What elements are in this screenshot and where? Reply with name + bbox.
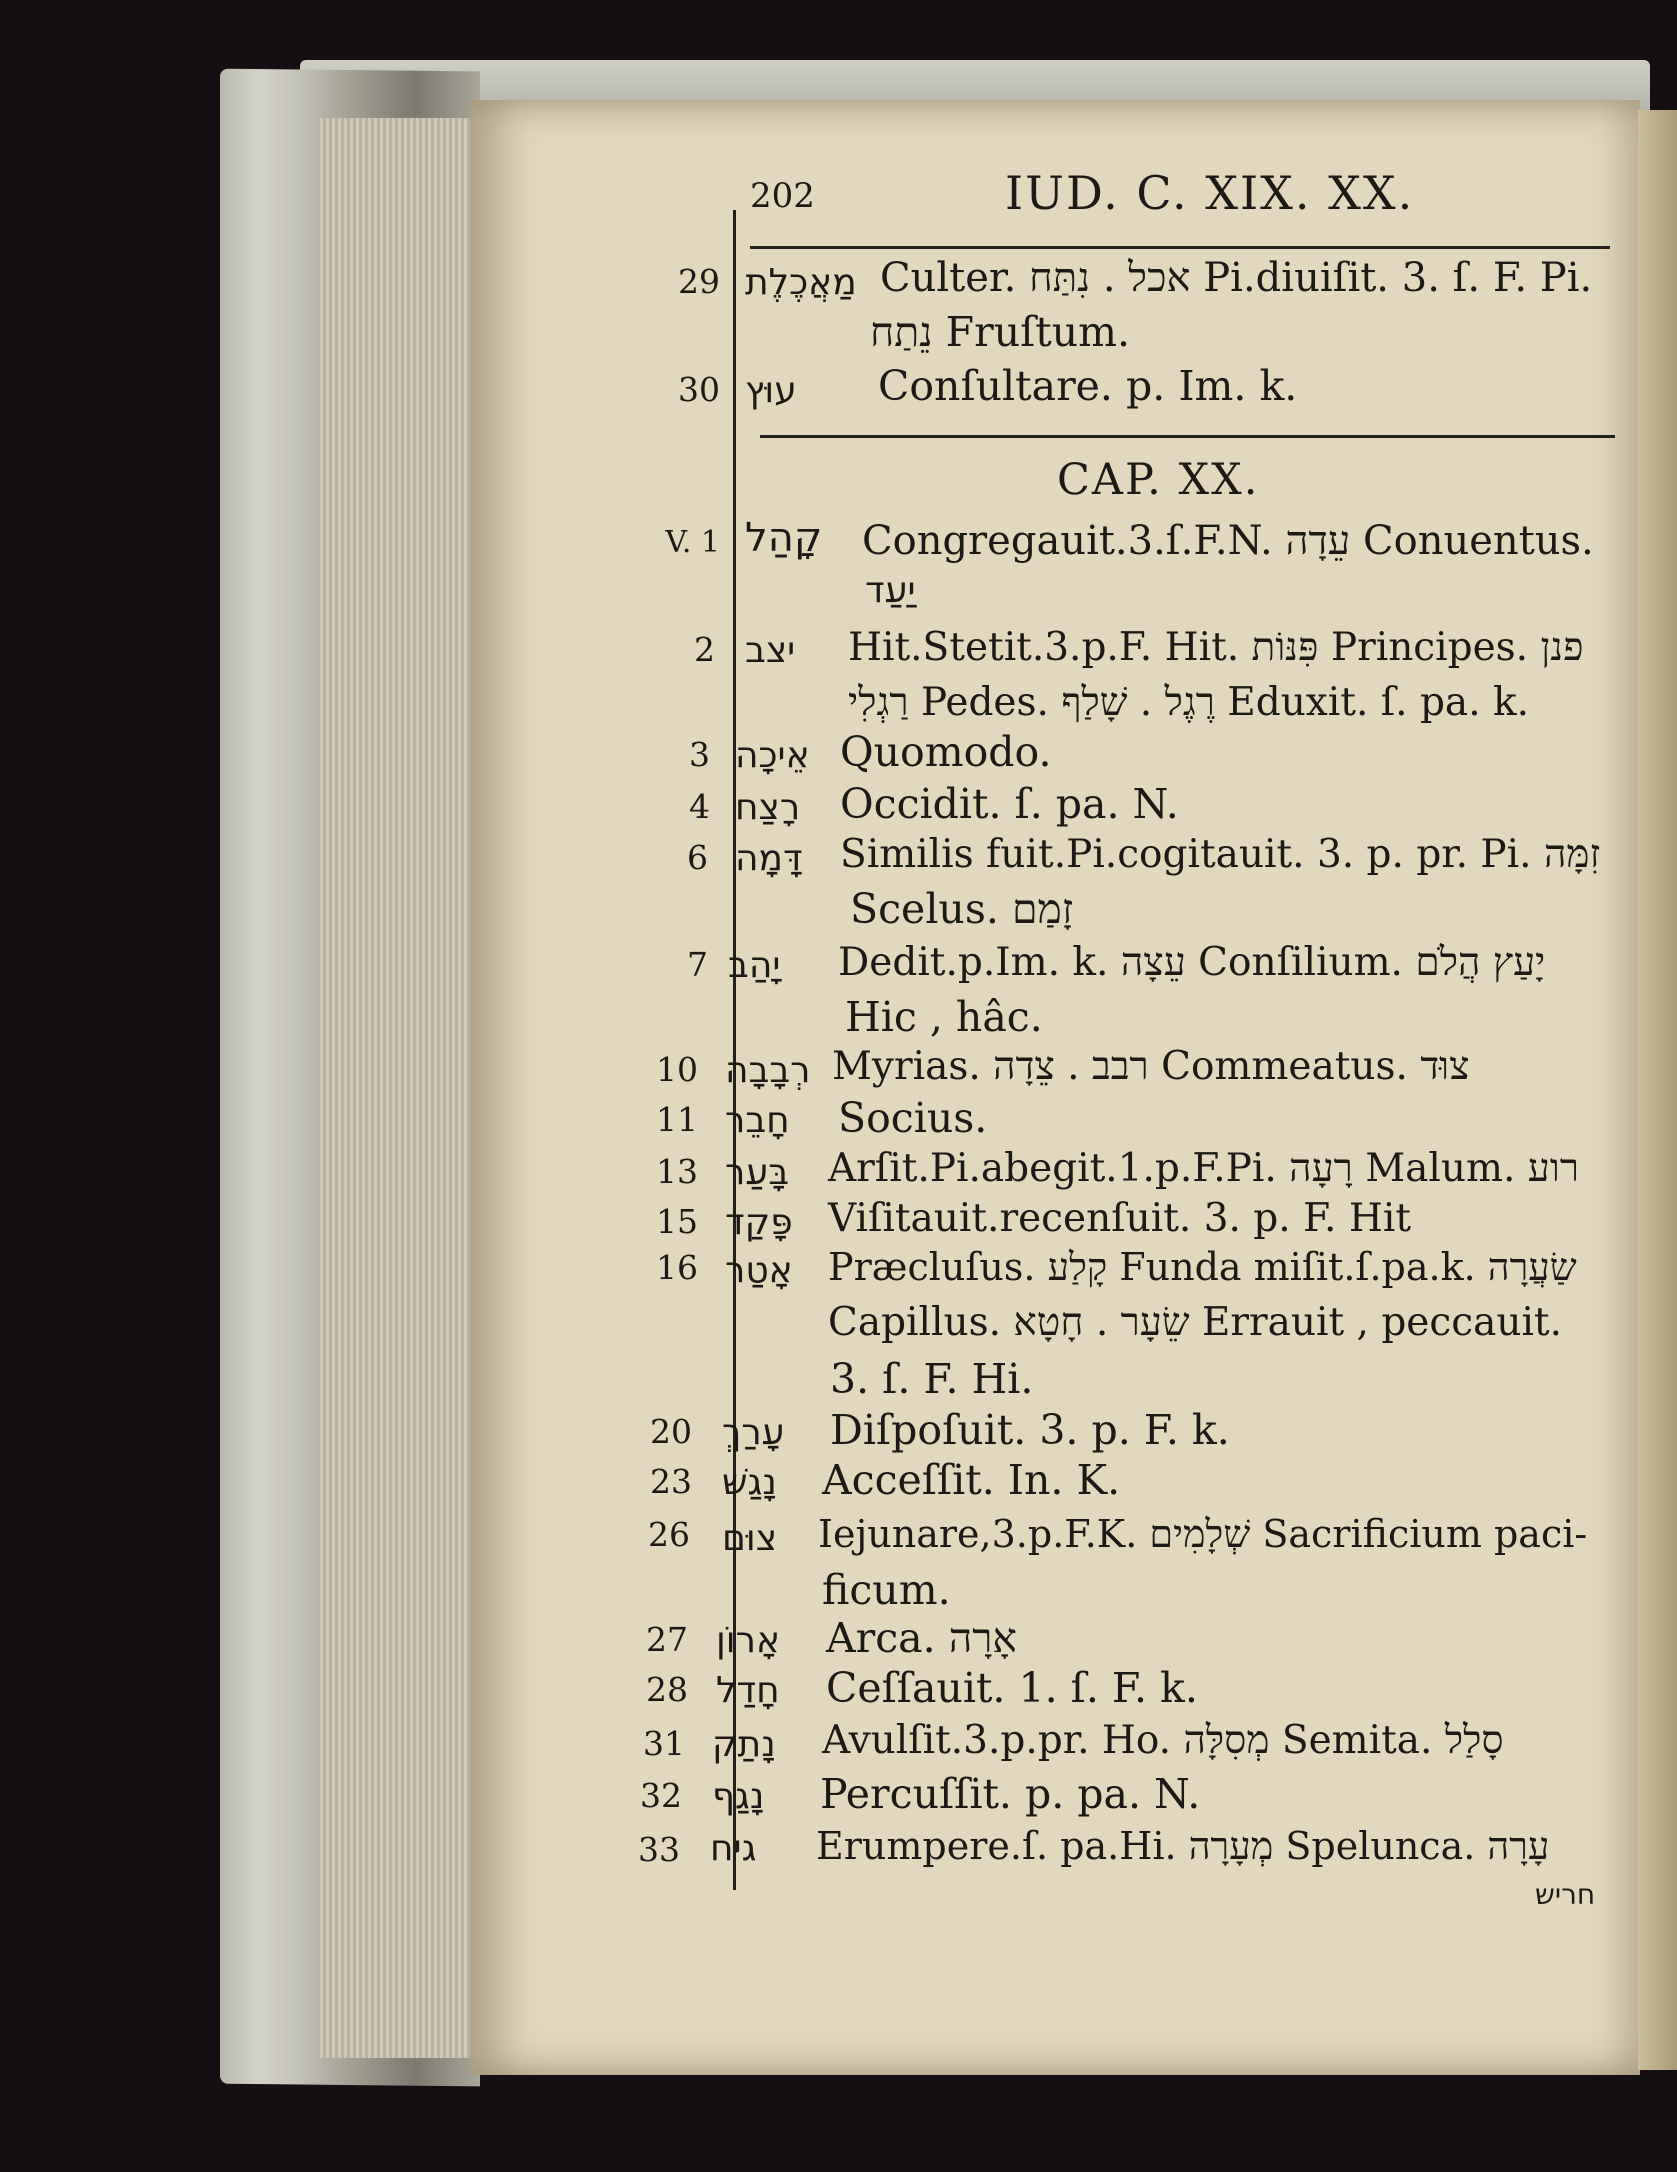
entry-text: Viſitauit.recenſuit. 3. p. F. Hit — [828, 1196, 1412, 1241]
hebrew-word: נָגַשׁ — [722, 1462, 777, 1503]
entry-text: Conſultare. p. Im. k. — [878, 362, 1298, 410]
hebrew-word: אָטַר — [725, 1250, 793, 1291]
entry-text: Præcluſus. קָלַע Funda miſit.ſ.pa.k. שַׂעֲרָה — [828, 1245, 1577, 1289]
verse-number: 10 — [656, 1050, 698, 1089]
entry-text: Quomodo. — [840, 728, 1052, 776]
entry-continuation: Scelus. זָמַם — [850, 885, 1074, 933]
entry-text: Dedit.p.Im. k. עֵצָה Conſilium. יָעַץ הֲלֹם — [838, 940, 1546, 985]
next-page-edge — [1638, 110, 1677, 2070]
entry-continuation: חריש — [1535, 1878, 1596, 1911]
verse-number: 3 — [689, 735, 710, 774]
hebrew-word: יצב — [745, 630, 796, 671]
entry-text: Avulſit.3.p.pr. Ho. מְסִלָּה Semita. סָלַל — [822, 1718, 1504, 1763]
entry-text: Socius. — [838, 1094, 988, 1142]
entry-text: Erumpere.ſ. pa.Hi. מְעָרָה Spelunca. עָרָה — [816, 1824, 1550, 1868]
entry-continuation: נֵתַח Fruſtum. — [870, 308, 1131, 356]
hebrew-word: נָגַף — [712, 1776, 765, 1817]
entry-text: Similis fuit.Pi.cogitauit. 3. p. pr. Pi. זִמָּה — [840, 832, 1601, 877]
verse-number: 27 — [646, 1620, 688, 1659]
verse-number: 15 — [656, 1202, 698, 1241]
hebrew-word: צוּם — [722, 1518, 778, 1559]
hebrew-word: חָדַל — [716, 1670, 780, 1711]
hebrew-word: רָצַח — [735, 787, 801, 828]
verse-number: 4 — [689, 787, 710, 826]
entry-text: Arſit.Pi.abegit.1.p.F.Pi. רָעָה Malum. רוע — [828, 1146, 1580, 1191]
running-title: IUD. C. XIX. XX. — [1005, 166, 1415, 220]
verse-number: 16 — [656, 1248, 698, 1287]
entry-text: Ceſſauit. 1. ſ. F. k. — [826, 1664, 1198, 1712]
verse-number: 33 — [638, 1830, 680, 1869]
page-edges — [320, 118, 480, 2058]
page-number: 202 — [750, 176, 815, 216]
entry-continuation: Hic , hâc. — [845, 993, 1043, 1041]
hebrew-word: מַאֲכֶלֶת — [745, 262, 857, 303]
verse-number: 2 — [694, 630, 715, 669]
verse-number: 28 — [646, 1670, 688, 1709]
verse-number: 23 — [650, 1462, 692, 1501]
verse-number: 26 — [648, 1515, 690, 1554]
verse-number: 11 — [656, 1100, 698, 1139]
verse-number: 7 — [687, 945, 708, 984]
hebrew-word: רְבָבָה — [725, 1050, 811, 1091]
hebrew-word: גיח — [710, 1828, 757, 1869]
entry-text: Diſpoſuit. 3. p. F. k. — [830, 1406, 1230, 1454]
entry-continuation: 3. ſ. F. Hi. — [830, 1355, 1034, 1403]
hebrew-word: אָרוֹן — [716, 1620, 781, 1661]
entry-continuation: Capillus. שֵׂעָר . חָטָא Errauit , peccauit. — [828, 1300, 1562, 1345]
hebrew-word: חָבֵר — [725, 1100, 790, 1141]
hebrew-word: יָהַב — [728, 945, 781, 986]
hebrew-word: אֵיכָה — [735, 735, 810, 776]
entry-text: Acceſſit. In. K. — [822, 1456, 1121, 1504]
entry-continuation: יַעַד — [865, 570, 916, 611]
entry-text: Culter. אכל . נִתַּח Pi.diuiſit. 3. ſ. F. Pi. — [880, 255, 1593, 301]
entry-text: Iejunare,3.p.F.K. שְׁלָמִים Sacrificium paci- — [818, 1512, 1588, 1556]
verse-number: 29 — [678, 262, 720, 301]
hebrew-word: קָהַל — [745, 515, 823, 561]
verse-number: 20 — [650, 1412, 692, 1451]
hebrew-word: נָתַק — [712, 1724, 776, 1765]
verse-number: 6 — [687, 838, 708, 877]
chapter-rule — [760, 435, 1615, 438]
verse-number: 30 — [678, 370, 720, 409]
entry-text: Congregauit.3.ſ.F.N. עֵדָה Conuentus. — [862, 518, 1594, 564]
entry-text: Occidit. ſ. pa. N. — [840, 780, 1179, 828]
verse-number: 13 — [656, 1152, 698, 1191]
hebrew-word: פָּקַד — [725, 1202, 793, 1243]
verse-number: V. 1 — [665, 525, 720, 560]
verse-number: 32 — [640, 1776, 682, 1815]
hebrew-word: עָרַךְ — [722, 1412, 785, 1453]
chapter-title: CAP. XX. — [1057, 455, 1260, 505]
entry-text: Percuſſit. p. pa. N. — [820, 1770, 1201, 1818]
top-rule — [750, 246, 1610, 249]
entry-text: Myrias. רבב . צֵדָה Commeatus. צוּד — [832, 1044, 1470, 1089]
entry-continuation: ficum. — [822, 1566, 951, 1614]
hebrew-word: דָּמָה — [735, 838, 803, 879]
hebrew-word: עוּץ — [745, 370, 797, 411]
hebrew-word: בָּעַר — [725, 1152, 790, 1193]
entry-text: Arca. אָרָה — [826, 1614, 1018, 1662]
entry-continuation: רַגְלִי Pedes. רֶגֶל . שָׁלַף Eduxit. ſ. pa. k. — [848, 680, 1530, 725]
entry-text: Hit.Stetit.3.p.F. Hit. פִּנּוֹת Principes. פנן — [848, 625, 1584, 670]
verse-number: 31 — [643, 1724, 685, 1763]
